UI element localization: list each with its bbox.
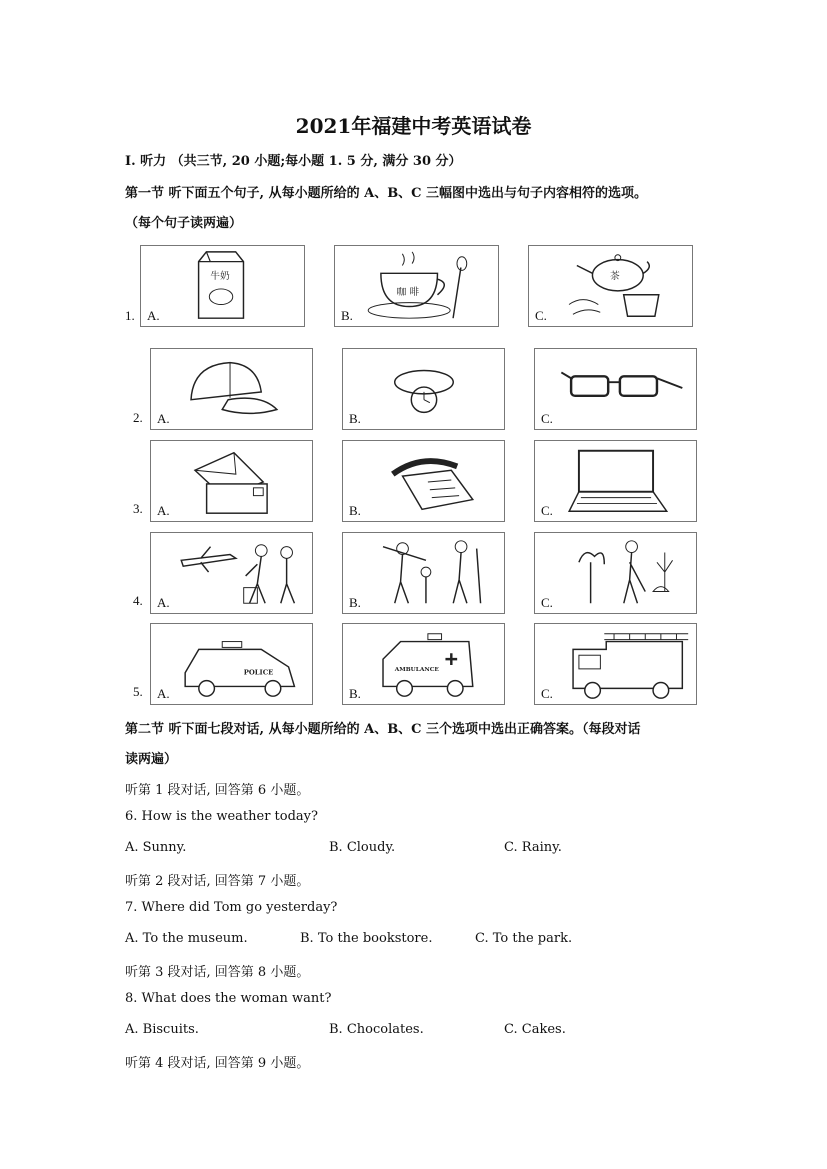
glasses-icon xyxy=(535,349,696,429)
telephone-icon xyxy=(343,441,504,521)
picture-option[interactable] xyxy=(150,440,313,522)
answer-option[interactable]: A. Biscuits. xyxy=(125,1022,199,1037)
option-letter: B. xyxy=(349,411,361,426)
tea-label: 茶 xyxy=(610,271,620,283)
picture-option[interactable] xyxy=(534,532,697,614)
answer-option[interactable]: B. To the bookstore. xyxy=(300,931,433,946)
picture-option[interactable] xyxy=(342,623,505,705)
section1-instruction-cont: （每个句子读两遍） xyxy=(125,216,243,231)
cleaning-volunteers-icon xyxy=(343,533,504,613)
section1-instruction: 第一节 听下面五个句子, 从每小题所给的 A、B、C 三幅图中选出与句子内容相符的选项。 xyxy=(125,186,648,201)
option-letter: C. xyxy=(541,503,553,518)
picture-option[interactable] xyxy=(150,623,313,705)
cap-icon xyxy=(151,349,312,429)
option-letter: B. xyxy=(349,686,361,701)
option-letter: B. xyxy=(349,595,361,610)
section2-instruction: 第二节 听下面七段对话, 从每小题所给的 A、B、C 三个选项中选出正确答案。（每段对话 xyxy=(125,722,641,737)
fire-truck-icon xyxy=(535,624,696,704)
laptop-icon xyxy=(535,441,696,521)
watch-icon xyxy=(343,349,504,429)
option-letter: A. xyxy=(157,686,170,701)
picture-option[interactable] xyxy=(150,532,313,614)
question-text: 8. What does the woman want? xyxy=(125,991,332,1006)
envelopes-icon xyxy=(151,441,312,521)
picture-option[interactable] xyxy=(342,440,505,522)
police-label: POLICE xyxy=(243,668,274,677)
part1-header: I. 听力 （共三节, 20 小题;每小题 1. 5 分, 满分 30 分） xyxy=(125,154,462,169)
option-letter: A. xyxy=(157,411,170,426)
option-letter: A. xyxy=(157,595,170,610)
question-text: 7. Where did Tom go yesterday? xyxy=(125,900,338,915)
answer-option[interactable]: C. Cakes. xyxy=(504,1022,566,1037)
picture-option[interactable] xyxy=(150,348,313,430)
question-number: 2. xyxy=(133,410,143,425)
picture-option[interactable] xyxy=(140,245,305,327)
page-title: 2021年福建中考英语试卷 xyxy=(295,114,532,138)
section2-instruction-cont: 读两遍） xyxy=(125,752,178,767)
question-number: 4. xyxy=(133,593,143,608)
picture-option[interactable] xyxy=(342,532,505,614)
ambulance-icon xyxy=(343,624,504,704)
answer-option[interactable]: C. To the park. xyxy=(475,931,573,946)
option-letter: C. xyxy=(541,595,553,610)
tree-planting-icon xyxy=(535,533,696,613)
answer-option[interactable]: C. Rainy. xyxy=(504,840,562,855)
option-letter: B. xyxy=(349,503,361,518)
option-letter: A. xyxy=(157,503,170,518)
dialog-intro: 听第 4 段对话, 回答第 9 小题。 xyxy=(125,1056,310,1071)
option-letter: B. xyxy=(341,308,353,323)
coffee-cup-icon xyxy=(335,246,498,326)
picture-option[interactable] xyxy=(528,245,693,327)
ambulance-label: AMBULANCE xyxy=(394,666,439,673)
picture-option[interactable] xyxy=(534,623,697,705)
answer-option[interactable]: B. Chocolates. xyxy=(329,1022,424,1037)
answer-option[interactable]: A. Sunny. xyxy=(125,840,187,855)
dialog-intro: 听第 1 段对话, 回答第 6 小题。 xyxy=(125,783,310,798)
question-number: 5. xyxy=(133,684,143,699)
picture-option[interactable] xyxy=(342,348,505,430)
picture-option[interactable] xyxy=(534,348,697,430)
coffee-label: 咖 啡 xyxy=(396,286,420,298)
question-number: 1. xyxy=(125,308,135,323)
dialog-intro: 听第 3 段对话, 回答第 8 小题。 xyxy=(125,965,310,980)
answer-option[interactable]: A. To the museum. xyxy=(125,931,248,946)
milk-carton-icon xyxy=(141,246,304,326)
teapot-icon xyxy=(529,246,692,326)
question-number: 3. xyxy=(133,501,143,516)
travelers-airplane-icon xyxy=(151,533,312,613)
dialog-intro: 听第 2 段对话, 回答第 7 小题。 xyxy=(125,874,310,889)
answer-option[interactable]: B. Cloudy. xyxy=(329,840,396,855)
picture-option[interactable] xyxy=(534,440,697,522)
option-letter: C. xyxy=(541,411,553,426)
picture-option[interactable] xyxy=(334,245,499,327)
milk-label: 牛奶 xyxy=(210,271,230,283)
option-letter: C. xyxy=(535,308,547,323)
question-text: 6. How is the weather today? xyxy=(125,809,318,824)
option-letter: C. xyxy=(541,686,553,701)
option-letter: A. xyxy=(147,308,160,323)
police-car-icon xyxy=(151,624,312,704)
